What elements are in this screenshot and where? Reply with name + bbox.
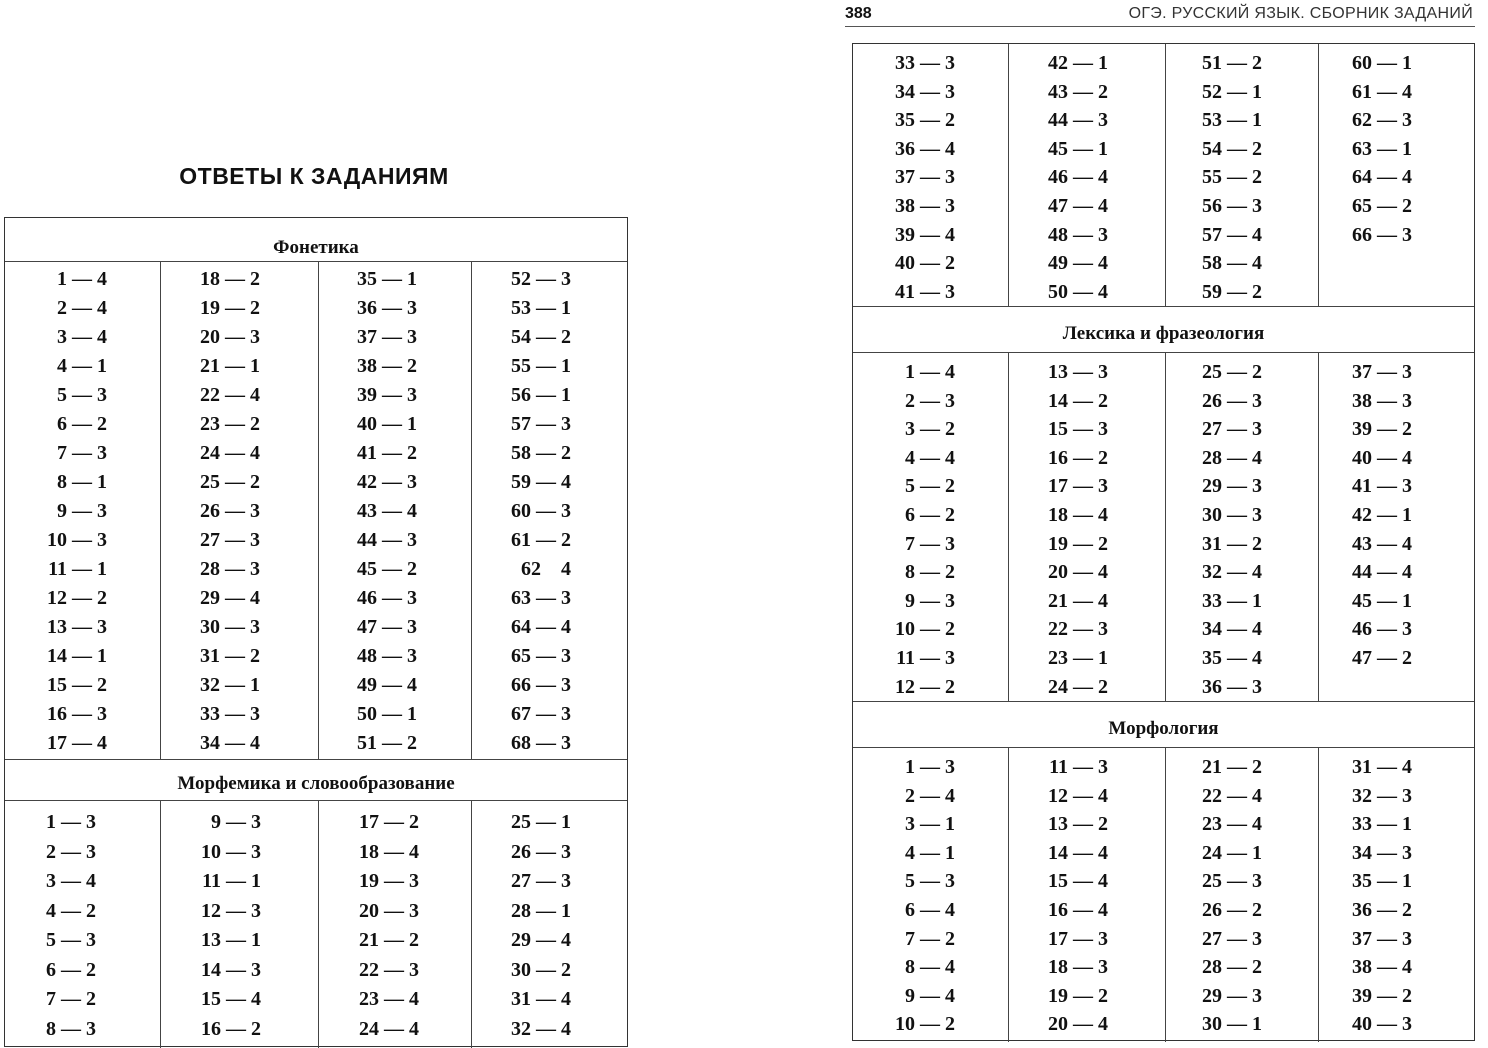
answer-cell: 1 — 4 bbox=[57, 268, 107, 290]
answer-cell: 18 — 2 bbox=[200, 268, 260, 290]
answer-cell: 22 — 4 bbox=[200, 384, 260, 406]
answer-cell: 64 — 4 bbox=[1352, 166, 1412, 189]
answer-cell: 62 4 bbox=[521, 558, 571, 580]
section-heading: Фонетика bbox=[5, 228, 627, 262]
answer-cell: 19 — 2 bbox=[1048, 532, 1108, 555]
answer-cell: 22 — 3 bbox=[359, 958, 419, 981]
page-number: 388 bbox=[845, 5, 872, 22]
answer-cell: 19 — 3 bbox=[359, 870, 419, 892]
answer-cell: 38 — 3 bbox=[895, 195, 955, 217]
answer-cell: 16 — 2 bbox=[201, 1017, 261, 1040]
answer-cell: 1 — 4 bbox=[905, 361, 955, 383]
answer-cell: 21 — 2 bbox=[359, 929, 419, 951]
answer-cell: 5 — 3 bbox=[57, 384, 107, 406]
answer-cell: 48 — 3 bbox=[1048, 223, 1108, 246]
answer-cell: 45 — 1 bbox=[1352, 589, 1412, 612]
answer-cell: 58 — 2 bbox=[511, 442, 571, 464]
answer-cell: 15 — 2 bbox=[47, 674, 107, 696]
answers-table-right bbox=[852, 43, 1475, 1041]
answer-cell: 39 — 3 bbox=[357, 384, 417, 406]
answer-cell: 33 — 3 bbox=[200, 703, 260, 725]
answer-cell: 2 — 3 bbox=[905, 389, 955, 412]
answer-cell: 36 — 3 bbox=[1202, 675, 1262, 698]
section-heading: Лексика и фразеология bbox=[853, 306, 1474, 353]
answer-cell: 11 — 3 bbox=[896, 647, 955, 669]
answer-cell: 31 — 4 bbox=[1352, 756, 1412, 778]
right-page bbox=[745, 0, 1488, 1048]
answer-cell: 8 — 4 bbox=[905, 956, 955, 979]
answer-cell: 6 — 2 bbox=[46, 958, 96, 981]
answer-cell: 4 — 1 bbox=[57, 355, 107, 377]
answer-cell: 23 — 1 bbox=[1048, 647, 1108, 669]
answer-cell: 31 — 4 bbox=[511, 988, 571, 1010]
answer-cell: 13 — 2 bbox=[1048, 813, 1108, 836]
answer-cell: 45 — 2 bbox=[357, 558, 417, 580]
answer-cell: 2 — 4 bbox=[905, 784, 955, 807]
answer-cell: 68 — 3 bbox=[511, 732, 571, 754]
answer-cell: 37 — 3 bbox=[1352, 361, 1412, 383]
answer-cell: 8 — 1 bbox=[57, 471, 107, 493]
answer-cell: 66 — 3 bbox=[1352, 223, 1412, 246]
answer-cell: 4 — 2 bbox=[46, 899, 96, 922]
answer-cell: 40 — 3 bbox=[1352, 1013, 1412, 1036]
answer-cell: 15 — 4 bbox=[1048, 870, 1108, 893]
answer-cell: 18 — 4 bbox=[1048, 504, 1108, 526]
answer-cell: 4 — 4 bbox=[905, 446, 955, 469]
answer-cell: 53 — 1 bbox=[1202, 109, 1262, 132]
running-header bbox=[845, 4, 1475, 27]
answer-cell: 13 — 3 bbox=[1048, 361, 1108, 383]
answer-cell: 27 — 3 bbox=[511, 870, 571, 892]
answer-cell: 49 — 4 bbox=[357, 674, 417, 696]
answer-cell: 28 — 4 bbox=[1202, 446, 1262, 469]
answer-cell: 5 — 2 bbox=[905, 475, 955, 498]
answer-cell: 43 — 4 bbox=[1352, 532, 1412, 555]
answer-cell: 34 — 4 bbox=[1202, 618, 1262, 641]
answer-cell: 3 — 4 bbox=[46, 870, 96, 892]
answer-cell: 10 — 2 bbox=[895, 1013, 955, 1036]
answer-cell: 29 — 3 bbox=[1202, 475, 1262, 498]
answer-cell: 34 — 3 bbox=[895, 80, 955, 103]
answer-cell: 40 — 2 bbox=[895, 252, 955, 275]
answer-cell: 6 — 2 bbox=[905, 504, 955, 526]
answer-cell: 3 — 1 bbox=[905, 813, 955, 836]
answer-cell: 5 — 3 bbox=[46, 929, 96, 951]
answer-cell: 3 — 4 bbox=[57, 326, 107, 348]
answer-cell: 46 — 4 bbox=[1048, 166, 1108, 189]
answer-cell: 65 — 3 bbox=[511, 645, 571, 667]
answer-cell: 42 — 1 bbox=[1352, 504, 1412, 526]
answer-cell: 10 — 3 bbox=[201, 840, 261, 863]
answer-cell: 25 — 2 bbox=[1202, 361, 1262, 383]
answer-cell: 14 — 1 bbox=[47, 645, 107, 667]
answer-cell: 9 — 3 bbox=[57, 500, 107, 522]
answer-cell: 47 — 3 bbox=[357, 616, 417, 638]
answer-cell: 61 — 4 bbox=[1352, 80, 1412, 103]
answer-cell: 60 — 1 bbox=[1352, 52, 1412, 74]
answer-cell: 22 — 4 bbox=[1202, 784, 1262, 807]
answer-cell: 23 — 2 bbox=[200, 413, 260, 435]
section-heading: Морфология bbox=[853, 701, 1474, 748]
answer-cell: 1 — 3 bbox=[46, 811, 96, 833]
answer-cell: 30 — 3 bbox=[200, 616, 260, 638]
answer-cell: 11 — 1 bbox=[202, 870, 261, 892]
running-title: ОГЭ. РУССКИЙ ЯЗЫК. СБОРНИК ЗАДАНИЙ bbox=[1128, 5, 1473, 22]
answer-cell: 53 — 1 bbox=[511, 297, 571, 319]
answer-cell: 14 — 4 bbox=[1048, 841, 1108, 864]
answer-cell: 49 — 4 bbox=[1048, 252, 1108, 275]
answer-cell: 25 — 3 bbox=[1202, 870, 1262, 893]
answer-cell: 16 — 2 bbox=[1048, 446, 1108, 469]
answer-cell: 32 — 3 bbox=[1352, 784, 1412, 807]
answer-cell: 23 — 4 bbox=[1202, 813, 1262, 836]
answer-cell: 56 — 3 bbox=[1202, 195, 1262, 217]
answer-cell: 55 — 1 bbox=[511, 355, 571, 377]
answer-cell: 7 — 2 bbox=[46, 988, 96, 1010]
answer-cell: 24 — 2 bbox=[1048, 675, 1108, 698]
answer-cell: 65 — 2 bbox=[1352, 195, 1412, 217]
answer-cell: 37 — 3 bbox=[895, 166, 955, 189]
answer-cell: 20 — 4 bbox=[1048, 1013, 1108, 1036]
answer-cell: 12 — 4 bbox=[1048, 784, 1108, 807]
answer-cell: 21 — 4 bbox=[1048, 589, 1108, 612]
answer-cell: 24 — 4 bbox=[200, 442, 260, 464]
answer-cell: 28 — 2 bbox=[1202, 956, 1262, 979]
answer-cell: 37 — 3 bbox=[1352, 927, 1412, 950]
answer-cell: 35 — 2 bbox=[895, 109, 955, 132]
answer-cell: 34 — 3 bbox=[1352, 841, 1412, 864]
answer-cell: 29 — 4 bbox=[200, 587, 260, 609]
answers-table-left bbox=[4, 217, 628, 1047]
answer-cell: 16 — 4 bbox=[1048, 899, 1108, 921]
answer-cell: 20 — 3 bbox=[200, 326, 260, 348]
answer-cell: 27 — 3 bbox=[1202, 418, 1262, 441]
answer-cell: 19 — 2 bbox=[200, 297, 260, 319]
answer-cell: 36 — 4 bbox=[895, 137, 955, 160]
answer-cell: 5 — 3 bbox=[905, 870, 955, 893]
answer-cell: 9 — 3 bbox=[905, 589, 955, 612]
answer-cell: 28 — 3 bbox=[200, 558, 260, 580]
answer-cell: 25 — 2 bbox=[200, 471, 260, 493]
answer-cell: 47 — 4 bbox=[1048, 195, 1108, 217]
answer-cell: 30 — 2 bbox=[511, 958, 571, 981]
answer-cell: 47 — 2 bbox=[1352, 647, 1412, 669]
answer-cell: 10 — 3 bbox=[47, 529, 107, 551]
answer-cell: 15 — 3 bbox=[1048, 418, 1108, 441]
answer-cell: 20 — 3 bbox=[359, 899, 419, 922]
answer-cell: 35 — 4 bbox=[1202, 647, 1262, 669]
answer-cell: 38 — 3 bbox=[1352, 389, 1412, 412]
answer-cell: 43 — 2 bbox=[1048, 80, 1108, 103]
answer-cell: 63 — 1 bbox=[1352, 137, 1412, 160]
answer-cell: 13 — 1 bbox=[201, 929, 261, 951]
answer-cell: 2 — 3 bbox=[46, 840, 96, 863]
answer-cell: 43 — 4 bbox=[357, 500, 417, 522]
answer-cell: 6 — 2 bbox=[57, 413, 107, 435]
answer-cell: 39 — 2 bbox=[1352, 418, 1412, 441]
answer-cell: 26 — 2 bbox=[1202, 899, 1262, 921]
answer-cell: 40 — 4 bbox=[1352, 446, 1412, 469]
answer-cell: 8 — 2 bbox=[905, 561, 955, 584]
answer-cell: 37 — 3 bbox=[357, 326, 417, 348]
answer-cell: 62 — 3 bbox=[1352, 109, 1412, 132]
answer-cell: 26 — 3 bbox=[200, 500, 260, 522]
answer-cell: 21 — 2 bbox=[1202, 756, 1262, 778]
answer-cell: 14 — 2 bbox=[1048, 389, 1108, 412]
answer-cell: 29 — 4 bbox=[511, 929, 571, 951]
answer-cell: 35 — 1 bbox=[1352, 870, 1412, 893]
answer-cell: 12 — 2 bbox=[47, 587, 107, 609]
answer-cell: 24 — 4 bbox=[359, 1017, 419, 1040]
answer-cell: 44 — 4 bbox=[1352, 561, 1412, 584]
page-title: ОТВЕТЫ К ЗАДАНИЯМ bbox=[179, 163, 449, 189]
answer-cell: 18 — 3 bbox=[1048, 956, 1108, 979]
answer-cell: 52 — 1 bbox=[1202, 80, 1262, 103]
answer-cell: 32 — 4 bbox=[511, 1017, 571, 1040]
answer-cell: 50 — 4 bbox=[1048, 280, 1108, 303]
answer-cell: 52 — 3 bbox=[511, 268, 571, 290]
answer-cell: 42 — 3 bbox=[357, 471, 417, 493]
answer-cell: 46 — 3 bbox=[357, 587, 417, 609]
answer-cell: 20 — 4 bbox=[1048, 561, 1108, 584]
answer-cell: 24 — 1 bbox=[1202, 841, 1262, 864]
answer-cell: 28 — 1 bbox=[511, 899, 571, 922]
answer-cell: 34 — 4 bbox=[200, 732, 260, 754]
answer-cell: 7 — 2 bbox=[905, 927, 955, 950]
answer-cell: 55 — 2 bbox=[1202, 166, 1262, 189]
answer-cell: 57 — 4 bbox=[1202, 223, 1262, 246]
answer-cell: 41 — 3 bbox=[895, 280, 955, 303]
answer-cell: 44 — 3 bbox=[1048, 109, 1108, 132]
answer-cell: 7 — 3 bbox=[57, 442, 107, 464]
answer-cell: 58 — 4 bbox=[1202, 252, 1262, 275]
answer-cell: 48 — 3 bbox=[357, 645, 417, 667]
answer-cell: 63 — 3 bbox=[511, 587, 571, 609]
answer-cell: 64 — 4 bbox=[511, 616, 571, 638]
answer-cell: 6 — 4 bbox=[905, 899, 955, 921]
answer-cell: 9 — 4 bbox=[905, 984, 955, 1007]
answer-cell: 8 — 3 bbox=[46, 1017, 96, 1040]
answer-cell: 27 — 3 bbox=[200, 529, 260, 551]
answer-cell: 25 — 1 bbox=[511, 811, 571, 833]
answer-cell: 30 — 3 bbox=[1202, 504, 1262, 526]
answer-cell: 21 — 1 bbox=[200, 355, 260, 377]
answer-cell: 56 — 1 bbox=[511, 384, 571, 406]
answer-cell: 12 — 3 bbox=[201, 899, 261, 922]
answer-cell: 23 — 4 bbox=[359, 988, 419, 1010]
answer-cell: 33 — 3 bbox=[895, 52, 955, 74]
answer-cell: 13 — 3 bbox=[47, 616, 107, 638]
answer-cell: 32 — 4 bbox=[1202, 561, 1262, 584]
answer-cell: 66 — 3 bbox=[511, 674, 571, 696]
answer-cell: 7 — 3 bbox=[905, 532, 955, 555]
answer-cell: 54 — 2 bbox=[1202, 137, 1262, 160]
answer-cell: 16 — 3 bbox=[47, 703, 107, 725]
left-page bbox=[0, 0, 740, 1048]
answer-cell: 59 — 2 bbox=[1202, 280, 1262, 303]
answer-cell: 33 — 1 bbox=[1352, 813, 1412, 836]
answer-cell: 31 — 2 bbox=[200, 645, 260, 667]
answer-cell: 67 — 3 bbox=[511, 703, 571, 725]
answer-cell: 29 — 3 bbox=[1202, 984, 1262, 1007]
answer-cell: 38 — 4 bbox=[1352, 956, 1412, 979]
answer-cell: 50 — 1 bbox=[357, 703, 417, 725]
answer-cell: 30 — 1 bbox=[1202, 1013, 1262, 1036]
answer-cell: 41 — 3 bbox=[1352, 475, 1412, 498]
answer-cell: 59 — 4 bbox=[511, 471, 571, 493]
answer-cell: 19 — 2 bbox=[1048, 984, 1108, 1007]
answer-cell: 3 — 2 bbox=[905, 418, 955, 441]
answer-cell: 22 — 3 bbox=[1048, 618, 1108, 641]
answer-cell: 31 — 2 bbox=[1202, 532, 1262, 555]
answer-cell: 17 — 3 bbox=[1048, 475, 1108, 498]
answer-cell: 42 — 1 bbox=[1048, 52, 1108, 74]
answer-cell: 46 — 3 bbox=[1352, 618, 1412, 641]
answer-cell: 14 — 3 bbox=[201, 958, 261, 981]
answer-cell: 38 — 2 bbox=[357, 355, 417, 377]
answer-cell: 39 — 4 bbox=[895, 223, 955, 246]
answer-cell: 32 — 1 bbox=[200, 674, 260, 696]
answer-cell: 57 — 3 bbox=[511, 413, 571, 435]
answer-cell: 11 — 3 bbox=[1049, 756, 1108, 778]
section-heading: Морфемика и словообразование bbox=[5, 759, 627, 801]
answer-cell: 45 — 1 bbox=[1048, 137, 1108, 160]
answer-cell: 10 — 2 bbox=[895, 618, 955, 641]
answer-cell: 9 — 3 bbox=[211, 811, 261, 833]
answer-cell: 18 — 4 bbox=[359, 840, 419, 863]
answer-cell: 35 — 1 bbox=[357, 268, 417, 290]
answer-cell: 27 — 3 bbox=[1202, 927, 1262, 950]
answer-cell: 17 — 2 bbox=[359, 811, 419, 833]
answer-cell: 51 — 2 bbox=[1202, 52, 1262, 74]
answer-cell: 54 — 2 bbox=[511, 326, 571, 348]
answer-cell: 26 — 3 bbox=[1202, 389, 1262, 412]
answer-cell: 36 — 3 bbox=[357, 297, 417, 319]
answer-cell: 44 — 3 bbox=[357, 529, 417, 551]
answer-cell: 36 — 2 bbox=[1352, 899, 1412, 921]
answer-cell: 41 — 2 bbox=[357, 442, 417, 464]
answer-cell: 51 — 2 bbox=[357, 732, 417, 754]
answer-cell: 15 — 4 bbox=[201, 988, 261, 1010]
answer-cell: 4 — 1 bbox=[905, 841, 955, 864]
answer-cell: 33 — 1 bbox=[1202, 589, 1262, 612]
answer-cell: 26 — 3 bbox=[511, 840, 571, 863]
answer-cell: 60 — 3 bbox=[511, 500, 571, 522]
answer-cell: 12 — 2 bbox=[895, 675, 955, 698]
answer-cell: 1 — 3 bbox=[905, 756, 955, 778]
answer-cell: 40 — 1 bbox=[357, 413, 417, 435]
answer-cell: 2 — 4 bbox=[57, 297, 107, 319]
answer-cell: 17 — 4 bbox=[47, 732, 107, 754]
answer-cell: 39 — 2 bbox=[1352, 984, 1412, 1007]
answer-cell: 17 — 3 bbox=[1048, 927, 1108, 950]
answer-cell: 61 — 2 bbox=[511, 529, 571, 551]
answer-cell: 11 — 1 bbox=[48, 558, 107, 580]
